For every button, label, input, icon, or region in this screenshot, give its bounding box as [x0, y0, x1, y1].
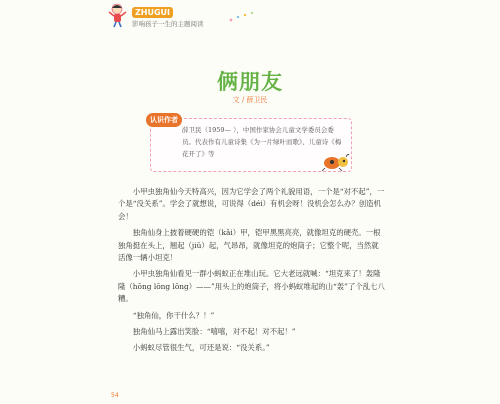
beetle-illustration-icon [320, 150, 350, 172]
series-header [108, 2, 258, 32]
paragraph: 独角仙身上披着硬硬的铠（kǎi）甲，铠甲黑黑亮亮，就像坦克的硬壳。一根独角挺在头上，翘起（jiǔ）起，气昂昂，就像坦克的炮筒子；它整个呢，当然就活像一辆小坦克！ [118, 228, 381, 263]
paragraph: 小甲虫独角仙看见一群小蚂蚁正在堆山玩。它大老远就喊：“坦克来了！轰隆隆（hōng lōng lōng）——”用头上的炮筒子，将小蚂蚁堆起的山“轰”了个乱七八糟。 [118, 269, 385, 304]
page-number: 54 [111, 392, 119, 399]
series-badge: ZHUGUI [132, 7, 173, 18]
story-body [118, 186, 386, 359]
author-info-tag: 认识作者 [146, 113, 182, 127]
story-title: 俩朋友 [217, 70, 283, 94]
paragraph: 独角仙马上露出笑脸：“嘻嘻，对不起！对不起！” [132, 327, 296, 337]
paragraph: “独角仙，你干什么？！” [132, 310, 215, 320]
kid-mascot-icon [108, 2, 134, 28]
decorative-dots-icon [228, 8, 268, 24]
series-title: 影响孩子一生的主题阅读 [132, 20, 204, 28]
paragraph: 小蚂蚁尽管很生气，可还是说：“没关系。” [132, 343, 270, 353]
author-info-text: 薛卫民（1959— ），中国作家协会儿童文学委员会委员。代表作有儿童诗集《为一片绿叶而歌》、儿童诗《梅花开了》等 [182, 126, 342, 158]
paragraph: 小甲虫独角仙今天特高兴，因为它学会了两个礼貌用语，一个是“对不起”，一个是“没关系”。学会了就想说，可说得（déi）有机会呀！没机会怎么办？创造机会！ [118, 187, 385, 221]
author-byline: 文 / 薛卫民 [232, 96, 268, 104]
